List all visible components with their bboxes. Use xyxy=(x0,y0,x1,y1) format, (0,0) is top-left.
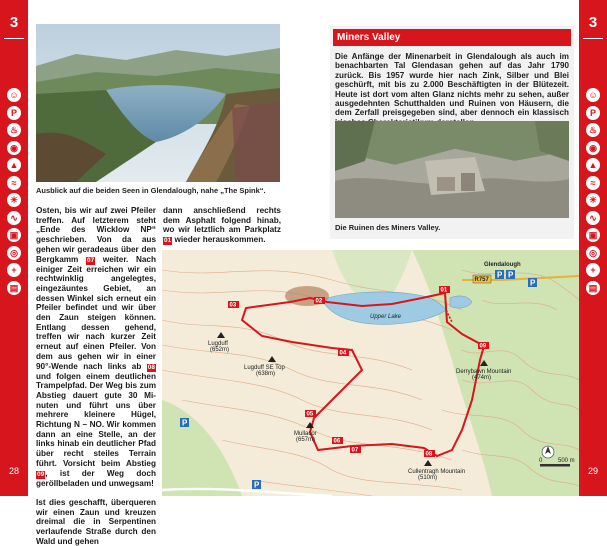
body-column-1 xyxy=(36,206,156,546)
body-text: und folgen einem deutlichen Trampelpfad. Der Weg bis zum Abstieg dauert gute 30 Minuten und führt uns über mehrere kleinere Hügel, Richtung N – NO. Wir kommen dann an eine Stelle, an der links hinab ein deutlicher Pfad über recht steiles Terrain führt. Vorsicht beim Abstieg xyxy=(36,371,156,468)
train-icon: ▤ xyxy=(586,281,600,295)
svg-text:P: P xyxy=(508,270,514,280)
chapter-number: 3 xyxy=(9,14,19,31)
road-code: R757 xyxy=(474,277,489,283)
bus-icon: ▣ xyxy=(586,228,600,242)
waypoint-marker xyxy=(228,301,239,309)
svg-text:P: P xyxy=(530,278,536,288)
waypoint-marker xyxy=(305,410,316,418)
chapter-strip-right xyxy=(579,0,607,496)
sun-icon: ☀ xyxy=(586,193,600,207)
route-map xyxy=(162,250,579,496)
swim-icon: ∿ xyxy=(586,211,600,225)
waypoint-badge: 09 xyxy=(37,470,45,478)
svg-text:0: 0 xyxy=(539,458,543,464)
place-label: Glendalough xyxy=(484,262,521,268)
restaurant-icon: ♨ xyxy=(7,123,21,137)
svg-text:Lugduff: Lugduff xyxy=(208,341,228,347)
body-text: Osten, bis wir auf zwei Pfeiler treffen. Auf letzterem steht „Ende des Wicklow NP“ geschrieben. Von da aus gehen wir geradeaus über den Bergkamm xyxy=(36,206,156,264)
svg-text:P: P xyxy=(497,270,503,280)
train-icon: ▤ xyxy=(7,281,21,295)
svg-text:02: 02 xyxy=(315,298,323,305)
svg-text:06: 06 xyxy=(333,438,341,445)
restaurant-icon: ♨ xyxy=(586,123,600,137)
photo-caption: Ausblick auf die beiden Seen in Glendalough, nahe „The Spink“. xyxy=(36,186,266,195)
parking-icon: P xyxy=(7,106,21,120)
lake-view-photo xyxy=(36,24,280,182)
svg-text:(657m): (657m) xyxy=(296,437,316,443)
info-box-text: Die Anfänge der Minenarbeit in Glendalough als auch im benachbarten Tal Glendasan gehen auf das Jahr 1790 zurück. Bis 1957 wurde hier nach Zink, Silber und Blei geschürft, mit bis zu 2.000 Beschäftigten in der Blütezeit. Heute ist dort vom alten Glanz nichts mehr zu sehen, außer ausgedehnten Schutthalden und Ruinen von Häusern, die dem Zerfall preisgegeben sind, aber dennoch ein klassisch xyxy=(335,52,569,118)
camera-icon: ◎ xyxy=(586,246,600,260)
activity-icons xyxy=(584,88,602,298)
page-number: 29 xyxy=(587,466,598,476)
waypoint-marker xyxy=(478,342,489,350)
divider xyxy=(4,38,24,39)
waypoint-marker xyxy=(314,297,325,305)
waterfall-icon: ≈ xyxy=(586,176,600,190)
bus-icon: ▣ xyxy=(7,228,21,242)
rescue-icon: + xyxy=(586,263,600,277)
waypoint-marker xyxy=(439,286,450,294)
svg-text:Lugduff SE Top: Lugduff SE Top xyxy=(244,365,285,371)
svg-text:Mullacor: Mullacor xyxy=(294,431,317,437)
chapter-number: 3 xyxy=(588,14,598,31)
chapter-strip-left xyxy=(0,0,28,496)
svg-text:(474m): (474m) xyxy=(472,375,492,381)
north-arrow-icon xyxy=(542,446,554,458)
miners-valley-photo xyxy=(335,121,569,218)
svg-text:P: P xyxy=(254,480,260,490)
svg-text:(638m): (638m) xyxy=(256,371,276,377)
child-icon: ☺ xyxy=(586,88,600,102)
waypoint-marker xyxy=(338,349,349,357)
body-text: weiter. Nach einiger Zeit erreichen wir ein rechtwinklig angelegtes, eingezäuntes Gebiet, an dessen Winkel sich erneut ein Pfeiler befindet und wir über den Zaun steigen können. Entlang dessen gehend, treffen wir nach kurzer Zeit erneut auf einen Pfeiler. Von dem aus gehen wir in einer 90°-Wende nach links ab xyxy=(36,254,156,371)
svg-text:05: 05 xyxy=(306,411,314,418)
mountain-icon: ▲ xyxy=(586,158,600,172)
waypoint-marker xyxy=(424,450,435,458)
parking-icon: P xyxy=(586,106,600,120)
photo-caption: Die Ruinen des Miners Valley. xyxy=(335,223,441,232)
svg-text:(652m): (652m) xyxy=(210,347,230,353)
mountain-icon: ▲ xyxy=(7,158,21,172)
svg-text:(510m): (510m) xyxy=(418,475,438,481)
svg-text:P: P xyxy=(182,418,188,428)
waypoint-badge: 07 xyxy=(86,256,95,264)
viewpoint-icon: ◉ xyxy=(7,141,21,155)
child-icon: ☺ xyxy=(7,88,21,102)
waypoint-badge: 08 xyxy=(147,363,155,371)
svg-text:04: 04 xyxy=(339,350,347,357)
body-text: , ist der Weg doch geröllbeladen und unwegsam! xyxy=(36,468,156,488)
waypoint-marker xyxy=(332,437,343,445)
body-text: Ist dies geschafft, überqueren wir einen Zaun und kreuzen dreimal die in Serpentinen verlaufende Straße durch den Wald und gehen xyxy=(36,497,156,546)
page-number: 28 xyxy=(8,466,19,476)
body-text: wieder herauskommen. xyxy=(172,235,266,245)
svg-text:01: 01 xyxy=(440,287,448,294)
viewpoint-icon: ◉ xyxy=(586,141,600,155)
svg-text:500 m: 500 m xyxy=(558,458,575,464)
body-text: dann anschließend rechts dem Asphalt folgend hinab, wo wir letztlich am Parkplatz xyxy=(163,206,281,235)
waypoint-marker xyxy=(350,446,361,454)
sun-icon: ☀ xyxy=(7,193,21,207)
swim-icon: ∿ xyxy=(7,211,21,225)
svg-text:Derrybawn Mountain: Derrybawn Mountain xyxy=(456,369,512,375)
svg-text:08: 08 xyxy=(425,451,433,458)
divider xyxy=(583,38,603,39)
waterfall-icon: ≈ xyxy=(7,176,21,190)
svg-text:09: 09 xyxy=(479,343,487,350)
rescue-icon: + xyxy=(7,263,21,277)
waypoint-badge: 01 xyxy=(164,237,172,245)
svg-text:07: 07 xyxy=(351,447,359,454)
svg-text:Cullentragh Mountain: Cullentragh Mountain xyxy=(408,469,466,475)
camera-icon: ◎ xyxy=(7,246,21,260)
body-column-2 xyxy=(163,206,281,245)
lake-label: Upper Lake xyxy=(370,314,402,320)
svg-text:03: 03 xyxy=(229,302,237,309)
info-box-title: Miners Valley xyxy=(333,29,571,46)
activity-icons xyxy=(5,88,23,298)
